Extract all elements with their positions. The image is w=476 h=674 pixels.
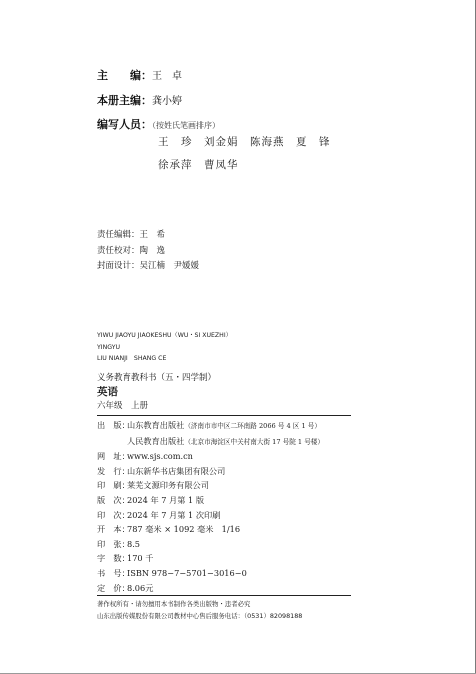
writers-line: [97, 113, 220, 132]
words-label: 字 数：: [97, 553, 130, 564]
printer-row: [97, 478, 351, 493]
words-row: [97, 551, 351, 566]
romanized-grade: LIU NIANJI SHANG CE: [97, 355, 167, 362]
copyright-footer: [97, 598, 302, 622]
distributor-value: 山东新华书店集团有限公司: [127, 465, 226, 476]
impression-value: 2024 年 7 月第 1 次印刷: [127, 509, 221, 520]
price-row: [97, 581, 351, 596]
chief-editor-name: 王 卓: [152, 71, 182, 82]
volume-editor-label: 本册主编：: [97, 94, 152, 107]
series-title: 义务教育教科书（五・四学制）: [97, 373, 217, 383]
romanized-subject: YINGYU: [97, 343, 121, 351]
service-hotline: 山东出版传媒股份有限公司教材中心售后服务电话：（0531）82098188: [97, 612, 303, 620]
printer-value: 莱芜文源印务有限公司: [127, 480, 209, 491]
sheets-value: 8.5: [127, 538, 141, 549]
isbn-row: [97, 566, 351, 581]
format-label: 开 本：: [97, 524, 130, 535]
words-value: 170 千: [127, 553, 154, 564]
isbn-value: ISBN 978−7−5701−3016−0: [127, 567, 247, 578]
volume-editor-name: 龚小婷: [152, 96, 182, 107]
sheets-row: [97, 537, 351, 552]
sheets-label: 印 张：: [97, 538, 130, 549]
price-value: 8.06元: [127, 582, 154, 593]
romanized-series: YIWU JIAOYU JIAOKESHU（WU・SI XUEZHI）: [97, 332, 232, 339]
website-value: www.sjs.com.cn: [127, 451, 193, 462]
publisher-2-row: [97, 434, 351, 450]
publisher-1-address: （济南市市中区二环南路 2066 号 4 区 1 号）: [184, 422, 321, 430]
edition-row: [97, 493, 351, 508]
distributor-label: 发 行：: [97, 465, 130, 476]
impression-label: 印 次：: [97, 509, 130, 520]
printer-label: 印 刷：: [97, 480, 130, 491]
responsible-editor: 责任编辑：王 希: [97, 230, 166, 240]
isbn-label: 书 号：: [97, 567, 130, 578]
publisher-2: 人民教育出版社: [127, 435, 185, 446]
format-row: [97, 522, 351, 537]
writers-names-line2: 徐承萍 曹凤华: [158, 159, 239, 171]
chief-editor-line: [97, 64, 182, 83]
website-row: [97, 449, 351, 464]
romanized-title: [97, 330, 232, 365]
copyright-notice: 著作权所有・请勿擅用本书制作各类出版物・违者必究: [97, 600, 251, 608]
divider-bottom: [97, 595, 351, 596]
publisher-1: 山东教育出版社: [127, 420, 185, 430]
publisher-row: [97, 418, 351, 434]
format-value: 787 毫米 × 1092 毫米 1/16: [127, 524, 241, 535]
publisher-label: 出 版：: [97, 420, 130, 430]
divider-top: [97, 415, 351, 416]
writers-label: 编写人员：: [97, 118, 152, 131]
chief-editor-label: 主 编：: [97, 69, 152, 82]
website-label: 网 址：: [97, 451, 130, 462]
cover-designer: 封面设计：吴江楠 尹媛媛: [97, 261, 200, 271]
responsible-proofreader: 责任校对：陶 逸: [97, 245, 166, 256]
book-title-block: [97, 371, 351, 413]
publication-info: [97, 418, 351, 595]
edition-label: 版 次：: [97, 494, 130, 505]
staff-block: [97, 228, 199, 275]
grade-volume: 六年级 上册: [97, 401, 149, 411]
writers-names-line1: 王 珍 刘金娟 陈海燕 夏 锋: [158, 136, 331, 148]
edition-value: 2024 年 7 月第 1 版: [127, 494, 205, 505]
writers-order-note: （按姓氏笔画排序）: [152, 121, 220, 130]
impression-row: [97, 508, 351, 523]
publisher-2-address: （北京市海淀区中关村南大街 17 号院 1 号楼）: [184, 437, 324, 446]
subject-title: 英语: [97, 386, 118, 398]
volume-editor-line: [97, 89, 182, 108]
distributor-row: [97, 464, 351, 479]
price-label: 定 价：: [97, 582, 130, 593]
